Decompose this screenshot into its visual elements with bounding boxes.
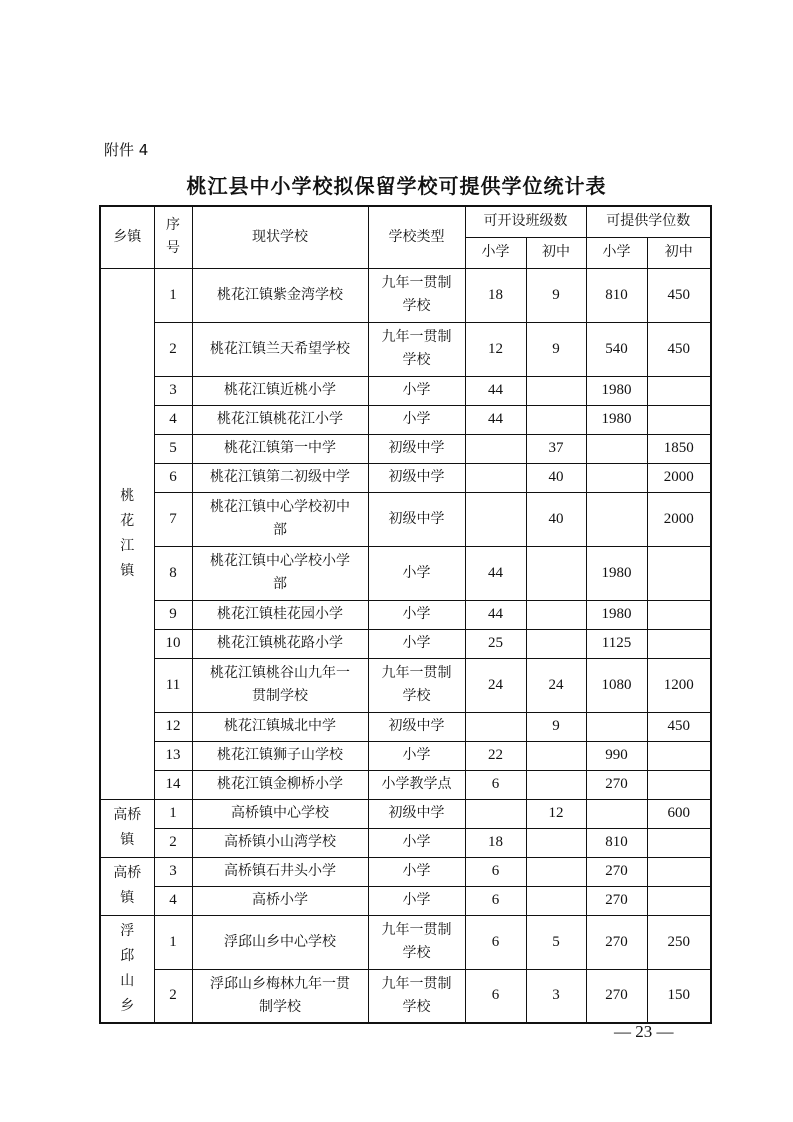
classes-junior-cell: 40 [526, 492, 586, 546]
school-name-cell: 高桥镇小山湾学校 [192, 828, 368, 857]
classes-primary-cell [465, 799, 526, 828]
seats-junior-cell: 600 [647, 799, 711, 828]
classes-primary-cell [465, 463, 526, 492]
seq-cell: 2 [154, 322, 192, 376]
seats-primary-cell: 810 [586, 268, 647, 322]
page-number: — 23 — [614, 1022, 674, 1041]
school-type-cell: 小学 [368, 600, 465, 629]
seats-primary-cell: 1080 [586, 658, 647, 712]
seats-junior-cell: 2000 [647, 463, 711, 492]
seats-primary-cell [586, 463, 647, 492]
seats-primary-cell: 270 [586, 886, 647, 915]
classes-primary-cell: 22 [465, 741, 526, 770]
table-row [100, 770, 711, 799]
classes-primary-cell: 6 [465, 770, 526, 799]
seats-junior-cell: 150 [647, 969, 711, 1023]
seq-cell: 1 [154, 915, 192, 969]
classes-junior-cell [526, 886, 586, 915]
classes-primary-cell: 18 [465, 828, 526, 857]
seats-junior-cell [647, 546, 711, 600]
seats-primary-cell: 1125 [586, 629, 647, 658]
school-name-cell: 桃花江镇金柳桥小学 [192, 770, 368, 799]
table-row [100, 741, 711, 770]
seq-cell: 2 [154, 828, 192, 857]
table-row [100, 799, 711, 828]
school-type-cell: 小学 [368, 828, 465, 857]
school-name-cell: 浮邱山乡中心学校 [192, 915, 368, 969]
classes-junior-cell: 9 [526, 712, 586, 741]
seats-junior-cell: 1200 [647, 658, 711, 712]
table-row [100, 857, 711, 886]
table-row [100, 828, 711, 857]
seats-junior-cell [647, 741, 711, 770]
classes-junior-cell: 12 [526, 799, 586, 828]
school-type-cell: 初级中学 [368, 463, 465, 492]
seats-junior-cell [647, 629, 711, 658]
school-type-cell: 九年一贯制 学校 [368, 969, 465, 1023]
table-row [100, 322, 711, 376]
school-type-cell: 九年一贯制 学校 [368, 268, 465, 322]
seq-cell: 7 [154, 492, 192, 546]
table-row [100, 492, 711, 546]
seats-junior-cell: 450 [647, 322, 711, 376]
school-name-cell: 桃花江镇城北中学 [192, 712, 368, 741]
classes-primary-cell: 6 [465, 886, 526, 915]
table-row [100, 376, 711, 405]
school-name-cell: 高桥镇石井头小学 [192, 857, 368, 886]
table-row [100, 658, 711, 712]
school-name-cell: 桃花江镇狮子山学校 [192, 741, 368, 770]
school-type-cell: 小学 [368, 741, 465, 770]
table-row [100, 629, 711, 658]
classes-junior-cell [526, 546, 586, 600]
seats-primary-cell: 270 [586, 770, 647, 799]
header-seats-junior: 初中 [647, 237, 711, 268]
classes-junior-cell: 9 [526, 322, 586, 376]
seats-primary-cell: 1980 [586, 376, 647, 405]
seats-junior-cell [647, 886, 711, 915]
town-cell: 桃 花 江 镇 [100, 268, 154, 799]
school-name-cell: 桃花江镇第一中学 [192, 434, 368, 463]
classes-primary-cell: 44 [465, 600, 526, 629]
attachment-label: 附件 4 [104, 141, 149, 159]
school-name-cell: 桃花江镇中心学校初中 部 [192, 492, 368, 546]
seats-primary-cell: 1980 [586, 405, 647, 434]
seats-junior-cell: 450 [647, 268, 711, 322]
seats-primary-cell: 810 [586, 828, 647, 857]
school-type-cell: 小学 [368, 886, 465, 915]
seats-junior-cell: 450 [647, 712, 711, 741]
classes-primary-cell: 24 [465, 658, 526, 712]
school-type-cell: 初级中学 [368, 492, 465, 546]
seats-primary-cell: 990 [586, 741, 647, 770]
seats-primary-cell [586, 712, 647, 741]
table-row [100, 915, 711, 969]
header-type: 学校类型 [368, 206, 465, 268]
classes-primary-cell: 6 [465, 857, 526, 886]
school-statistics-table [99, 205, 712, 1024]
classes-junior-cell [526, 600, 586, 629]
classes-junior-cell: 40 [526, 463, 586, 492]
town-cell: 高桥 镇 [100, 857, 154, 915]
table-row [100, 463, 711, 492]
table-row [100, 712, 711, 741]
seats-primary-cell [586, 799, 647, 828]
school-name-cell: 桃花江镇桃花江小学 [192, 405, 368, 434]
school-type-cell: 九年一贯制 学校 [368, 658, 465, 712]
seq-cell: 2 [154, 969, 192, 1023]
seats-junior-cell: 1850 [647, 434, 711, 463]
school-type-cell: 小学 [368, 629, 465, 658]
seq-cell: 3 [154, 857, 192, 886]
table-row [100, 405, 711, 434]
seq-cell: 3 [154, 376, 192, 405]
header-classes: 可开设班级数 [465, 206, 586, 237]
school-type-cell: 九年一贯制 学校 [368, 915, 465, 969]
header-seats: 可提供学位数 [586, 206, 711, 237]
school-type-cell: 小学 [368, 857, 465, 886]
document-title: 桃江县中小学校拟保留学校可提供学位统计表 [186, 174, 607, 198]
seats-junior-cell: 250 [647, 915, 711, 969]
seats-junior-cell [647, 405, 711, 434]
seats-junior-cell [647, 828, 711, 857]
school-type-cell: 小学 [368, 405, 465, 434]
table-row [100, 600, 711, 629]
classes-junior-cell [526, 857, 586, 886]
classes-primary-cell: 44 [465, 546, 526, 600]
school-type-cell: 九年一贯制 学校 [368, 322, 465, 376]
seats-junior-cell: 2000 [647, 492, 711, 546]
seq-cell: 6 [154, 463, 192, 492]
seats-junior-cell [647, 857, 711, 886]
classes-junior-cell: 37 [526, 434, 586, 463]
school-name-cell: 桃花江镇桃花路小学 [192, 629, 368, 658]
school-name-cell: 浮邱山乡梅林九年一贯 制学校 [192, 969, 368, 1023]
seq-cell: 1 [154, 268, 192, 322]
classes-primary-cell [465, 492, 526, 546]
seq-cell: 11 [154, 658, 192, 712]
table-row [100, 546, 711, 600]
town-cell: 浮 邱 山 乡 [100, 915, 154, 1023]
seq-cell: 14 [154, 770, 192, 799]
school-type-cell: 小学 [368, 546, 465, 600]
classes-junior-cell: 24 [526, 658, 586, 712]
table-row [100, 969, 711, 1023]
table-row [100, 434, 711, 463]
header-classes-primary: 小学 [465, 237, 526, 268]
table-body [100, 268, 711, 1023]
classes-primary-cell [465, 712, 526, 741]
school-name-cell: 桃花江镇兰天希望学校 [192, 322, 368, 376]
header-classes-junior: 初中 [526, 237, 586, 268]
school-name-cell: 桃花江镇第二初级中学 [192, 463, 368, 492]
seq-cell: 5 [154, 434, 192, 463]
seats-primary-cell [586, 492, 647, 546]
school-name-cell: 高桥镇中心学校 [192, 799, 368, 828]
classes-junior-cell [526, 376, 586, 405]
school-name-cell: 高桥小学 [192, 886, 368, 915]
seats-primary-cell: 1980 [586, 600, 647, 629]
classes-junior-cell [526, 828, 586, 857]
seats-primary-cell [586, 434, 647, 463]
school-type-cell: 初级中学 [368, 712, 465, 741]
school-name-cell: 桃花江镇近桃小学 [192, 376, 368, 405]
seats-primary-cell: 270 [586, 969, 647, 1023]
seats-primary-cell: 270 [586, 915, 647, 969]
school-name-cell: 桃花江镇桂花园小学 [192, 600, 368, 629]
table-row [100, 886, 711, 915]
classes-primary-cell: 25 [465, 629, 526, 658]
classes-primary-cell: 44 [465, 405, 526, 434]
seq-cell: 4 [154, 886, 192, 915]
classes-junior-cell [526, 770, 586, 799]
school-name-cell: 桃花江镇紫金湾学校 [192, 268, 368, 322]
school-type-cell: 小学教学点 [368, 770, 465, 799]
header-seats-primary: 小学 [586, 237, 647, 268]
seq-cell: 13 [154, 741, 192, 770]
seats-junior-cell [647, 600, 711, 629]
school-name-cell: 桃花江镇中心学校小学 部 [192, 546, 368, 600]
seats-primary-cell: 540 [586, 322, 647, 376]
seats-junior-cell [647, 376, 711, 405]
classes-primary-cell: 44 [465, 376, 526, 405]
seats-primary-cell: 1980 [586, 546, 647, 600]
table-row [100, 268, 711, 322]
seq-cell: 9 [154, 600, 192, 629]
classes-primary-cell: 6 [465, 915, 526, 969]
seq-cell: 1 [154, 799, 192, 828]
header-school: 现状学校 [192, 206, 368, 268]
school-type-cell: 小学 [368, 376, 465, 405]
school-name-cell: 桃花江镇桃谷山九年一 贯制学校 [192, 658, 368, 712]
seq-cell: 12 [154, 712, 192, 741]
seats-primary-cell: 270 [586, 857, 647, 886]
classes-junior-cell: 5 [526, 915, 586, 969]
header-seq: 序 号 [154, 206, 192, 268]
classes-junior-cell [526, 405, 586, 434]
classes-junior-cell: 3 [526, 969, 586, 1023]
seq-cell: 8 [154, 546, 192, 600]
classes-junior-cell [526, 741, 586, 770]
seats-junior-cell [647, 770, 711, 799]
seq-cell: 10 [154, 629, 192, 658]
school-type-cell: 初级中学 [368, 799, 465, 828]
header-town: 乡镇 [100, 206, 154, 268]
classes-primary-cell: 12 [465, 322, 526, 376]
classes-primary-cell [465, 434, 526, 463]
classes-primary-cell: 18 [465, 268, 526, 322]
school-type-cell: 初级中学 [368, 434, 465, 463]
classes-junior-cell: 9 [526, 268, 586, 322]
town-cell: 高桥 镇 [100, 799, 154, 857]
seq-cell: 4 [154, 405, 192, 434]
classes-junior-cell [526, 629, 586, 658]
classes-primary-cell: 6 [465, 969, 526, 1023]
